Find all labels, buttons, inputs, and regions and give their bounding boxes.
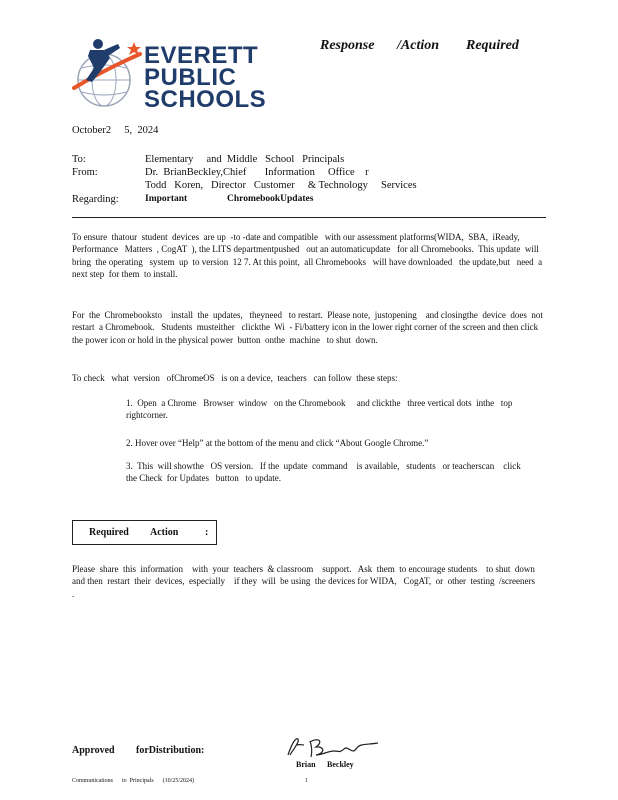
- header-action: /Action: [397, 38, 440, 53]
- from-value-line2: Todd Koren, Director Customer & Technology Services: [145, 180, 417, 191]
- logo-globe-icon: [70, 36, 144, 112]
- regarding-value-subject: ChromebookUpdates: [227, 194, 314, 204]
- district-logo: [70, 36, 267, 113]
- header-required: Required: [466, 38, 519, 53]
- memo-date: October2 5, 2024: [72, 125, 159, 136]
- to-label: To:: [72, 154, 86, 165]
- from-value-line1: Dr. BrianBeckley,Chief Information Office r: [145, 167, 369, 178]
- paragraph-required-action: Please share this information with your teachers & classroom support. Ask them to encourage students to shut down and then restart their devices, especially if they will be using the devices for WIDA, CogAT, or other testing /screeners .: [72, 564, 545, 599]
- step-3: 3. This will showthe OS version. If the update command is available, students or teacherscan click the Check for Updates button to update.: [126, 461, 526, 484]
- footer-page-number: 1: [305, 778, 308, 784]
- signature-image: [282, 733, 382, 761]
- logo-line-schools: SCHOOLS: [144, 86, 267, 113]
- approved-label-approved: Approved: [72, 745, 115, 756]
- step-2: 2. Hover over “Help” at the bottom of the menu and click “About Google Chrome.”: [126, 438, 429, 448]
- approved-label-distribution: forDistribution:: [136, 745, 205, 756]
- paragraph-restart: For the Chromebooksto install the updates, theyneed to restart. Please note, justopening and closingthe device does not restart a Chromebook. Students musteither clickthe Wi - Fi/battery icon in the lower right corner of the screen and then click the power icon or hold in the physical power button onthe machine to shut down.: [72, 310, 548, 345]
- logo-line-public: PUBLIC: [144, 64, 237, 91]
- to-value: Elementary and Middle School Principals: [145, 154, 345, 165]
- signer-first-name: Brian: [296, 760, 316, 769]
- header-divider: [72, 217, 546, 218]
- regarding-label: Regarding:: [72, 194, 119, 205]
- regarding-value-important: Important: [145, 194, 188, 204]
- signer-last-name: Beckley: [327, 760, 354, 769]
- paragraph-check-version: To check what version ofChromeOS is on a device, teachers can follow these steps:: [72, 373, 398, 383]
- from-label: From:: [72, 167, 98, 178]
- required-action-box: [72, 520, 217, 545]
- header-response: Response: [320, 38, 375, 53]
- logo-line-everett: EVERETT: [144, 42, 259, 69]
- required-action-label-action: Action: [150, 527, 179, 538]
- paragraph-update-intro: To ensure thatour student devices are up -to -date and compatible with our assessment platforms(WIDA, SBA, iReady, Performance Matters , CogAT ), the LITS departmentpushed out an automaticupdate for all Chromebooks. This update will bring the operating system up to version 12 7. At this point, all Chromebooks will have downloaded the update,but need a next step for them to install.: [72, 232, 545, 279]
- required-action-label-required: Required: [89, 527, 129, 538]
- footer-text: Communications to Principals (10/25/2024): [72, 778, 194, 784]
- required-action-label-colon: :: [205, 527, 209, 538]
- step-1: 1. Open a Chrome Browser window on the Chromebook and clickthe three vertical dots inthe top rightcorner.: [126, 398, 517, 421]
